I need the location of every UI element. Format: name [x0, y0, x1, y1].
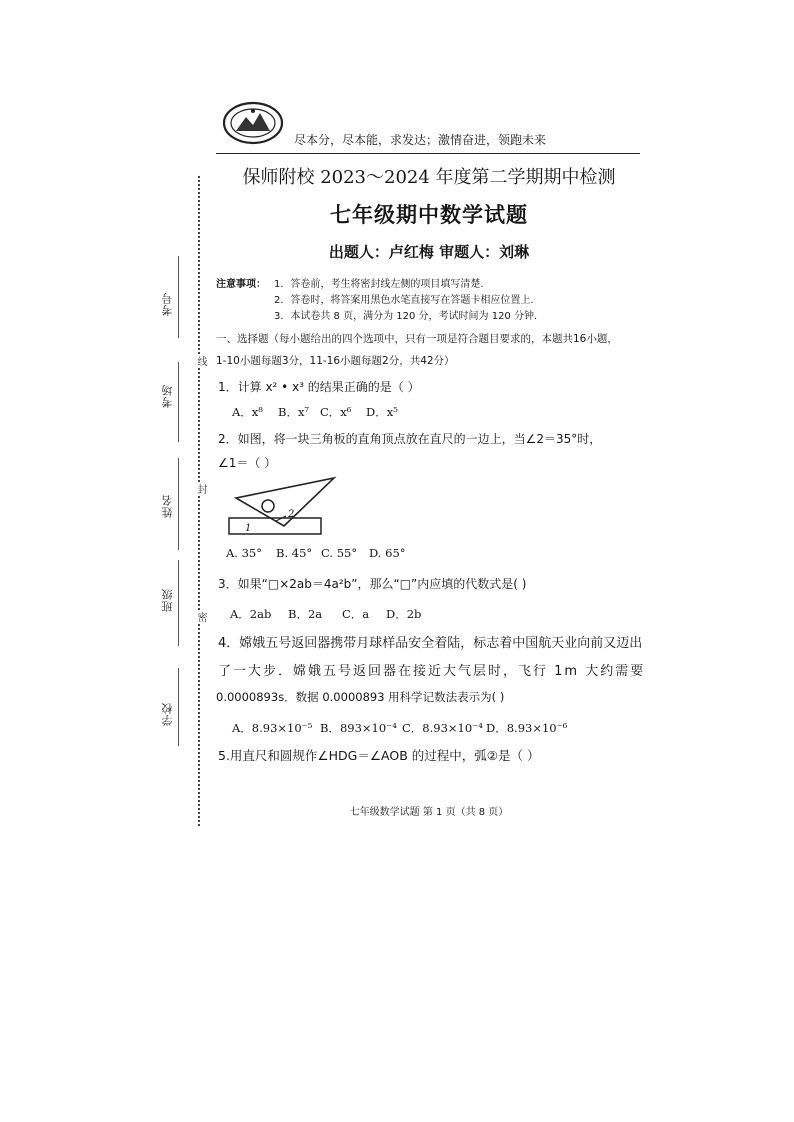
figure-label-1: 1: [245, 523, 252, 534]
question-2-figure: [226, 472, 346, 548]
seal-line: [198, 176, 200, 826]
school-logo: [222, 101, 284, 149]
notice-item-3: 3．本试卷共 8 页，满分为 120 分，考试时间为 120 分钟.: [274, 311, 538, 322]
question-3-option-a: A．2ab: [230, 607, 272, 621]
exam-title: 保师附校 2023～2024 年度第二学期期中检测: [242, 167, 616, 188]
question-5-stem: 5.用直尺和圆规作∠HDG＝∠AOB 的过程中，弧②是（ ）: [218, 748, 540, 763]
header-rule: [216, 153, 640, 154]
page-footer: 七年级数学试题 第 1 页（共 8 页）: [349, 807, 509, 818]
question-2-stem-line-1: 2．如图，将一块三角板的直角顶点放在直尺的一边上，当∠2＝35°时，: [218, 432, 602, 446]
section-scoring: 1-10小题每题3分，11-16小题每题2分，共42分）: [216, 355, 455, 367]
question-4-option-a: A．8.93×10⁻⁵: [232, 721, 313, 735]
question-4-option-c: C．8.93×10⁻⁴: [402, 721, 483, 735]
seal-char-secret: 密: [195, 612, 206, 622]
field-name-blank: [178, 458, 179, 550]
question-4-option-b: B．893×10⁻⁴: [320, 721, 397, 735]
question-4-stem-line-3: 0.0000893s．数据 0.0000893 用科学记数法表示为( ): [216, 690, 505, 704]
question-1-stem: 1．计算 x² • x³ 的结果正确的是（ ）: [218, 380, 420, 394]
notice-item-1: 1．答卷前，考生将密封线左侧的项目填写清楚.: [274, 279, 484, 290]
section-heading: 一、选择题（每小题给出的四个选项中，只有一项是符合题目要求的，本题共16小题，: [216, 333, 618, 345]
field-school-blank: [178, 668, 179, 746]
field-class-blank: [178, 560, 179, 646]
field-class: 班级: [161, 588, 174, 612]
seal-char-seal: 封: [195, 484, 206, 494]
question-3-stem: 3．如果“□×2ab＝4a²b”，那么“□”内应填的代数式是( ): [218, 577, 527, 591]
question-2-stem-line-2: ∠1＝（ ）: [218, 456, 277, 470]
question-4-option-d: D．8.93×10⁻⁶: [486, 721, 568, 735]
question-3-option-c: C．a: [342, 607, 370, 621]
field-exam-number: 考号: [161, 292, 174, 316]
question-4-stem-line-1: 4．嫦娥五号返回器携带月球样品安全着陆，标志着中国航天业向前又迈出: [218, 636, 643, 651]
question-4-stem-line-2: 了一大步．嫦娥五号返回器在接近大气层时，飞行 1m 大约需要: [218, 664, 646, 679]
field-exam-room: 考场: [161, 384, 174, 408]
notice-label: 注意事项：: [216, 279, 266, 290]
question-3-option-d: D．2b: [386, 607, 422, 621]
notice-item-2: 2．答卷时，将答案用黑色水笔直接写在答题卡相应位置上.: [274, 295, 534, 306]
question-2-option-b: B. 45°: [276, 546, 313, 560]
question-1-option-a: A．x⁸: [232, 405, 263, 419]
question-1-option-c: C．x⁶: [320, 405, 352, 419]
field-name: 姓名: [161, 494, 174, 518]
field-exam-number-blank: [178, 256, 179, 338]
authors: 出题人：卢红梅 审题人：刘琳: [328, 243, 530, 261]
question-2-option-d: D. 65°: [369, 546, 406, 560]
motto: 尽本分，尽本能，求发达；激情奋进，领跑未来: [294, 133, 547, 147]
figure-label-2: 2: [288, 509, 295, 520]
field-school: 学校: [161, 702, 174, 726]
field-exam-room-blank: [178, 362, 179, 442]
question-2-option-a: A. 35°: [226, 546, 262, 560]
question-1-option-b: B．x⁷: [278, 405, 310, 419]
question-2-option-c: C. 55°: [321, 546, 358, 560]
seal-char-line: 线: [195, 356, 206, 366]
question-1-option-d: D．x⁵: [366, 405, 398, 419]
exam-subtitle: 七年级期中数学试题: [330, 202, 528, 227]
question-3-option-b: B．2a: [288, 607, 323, 621]
